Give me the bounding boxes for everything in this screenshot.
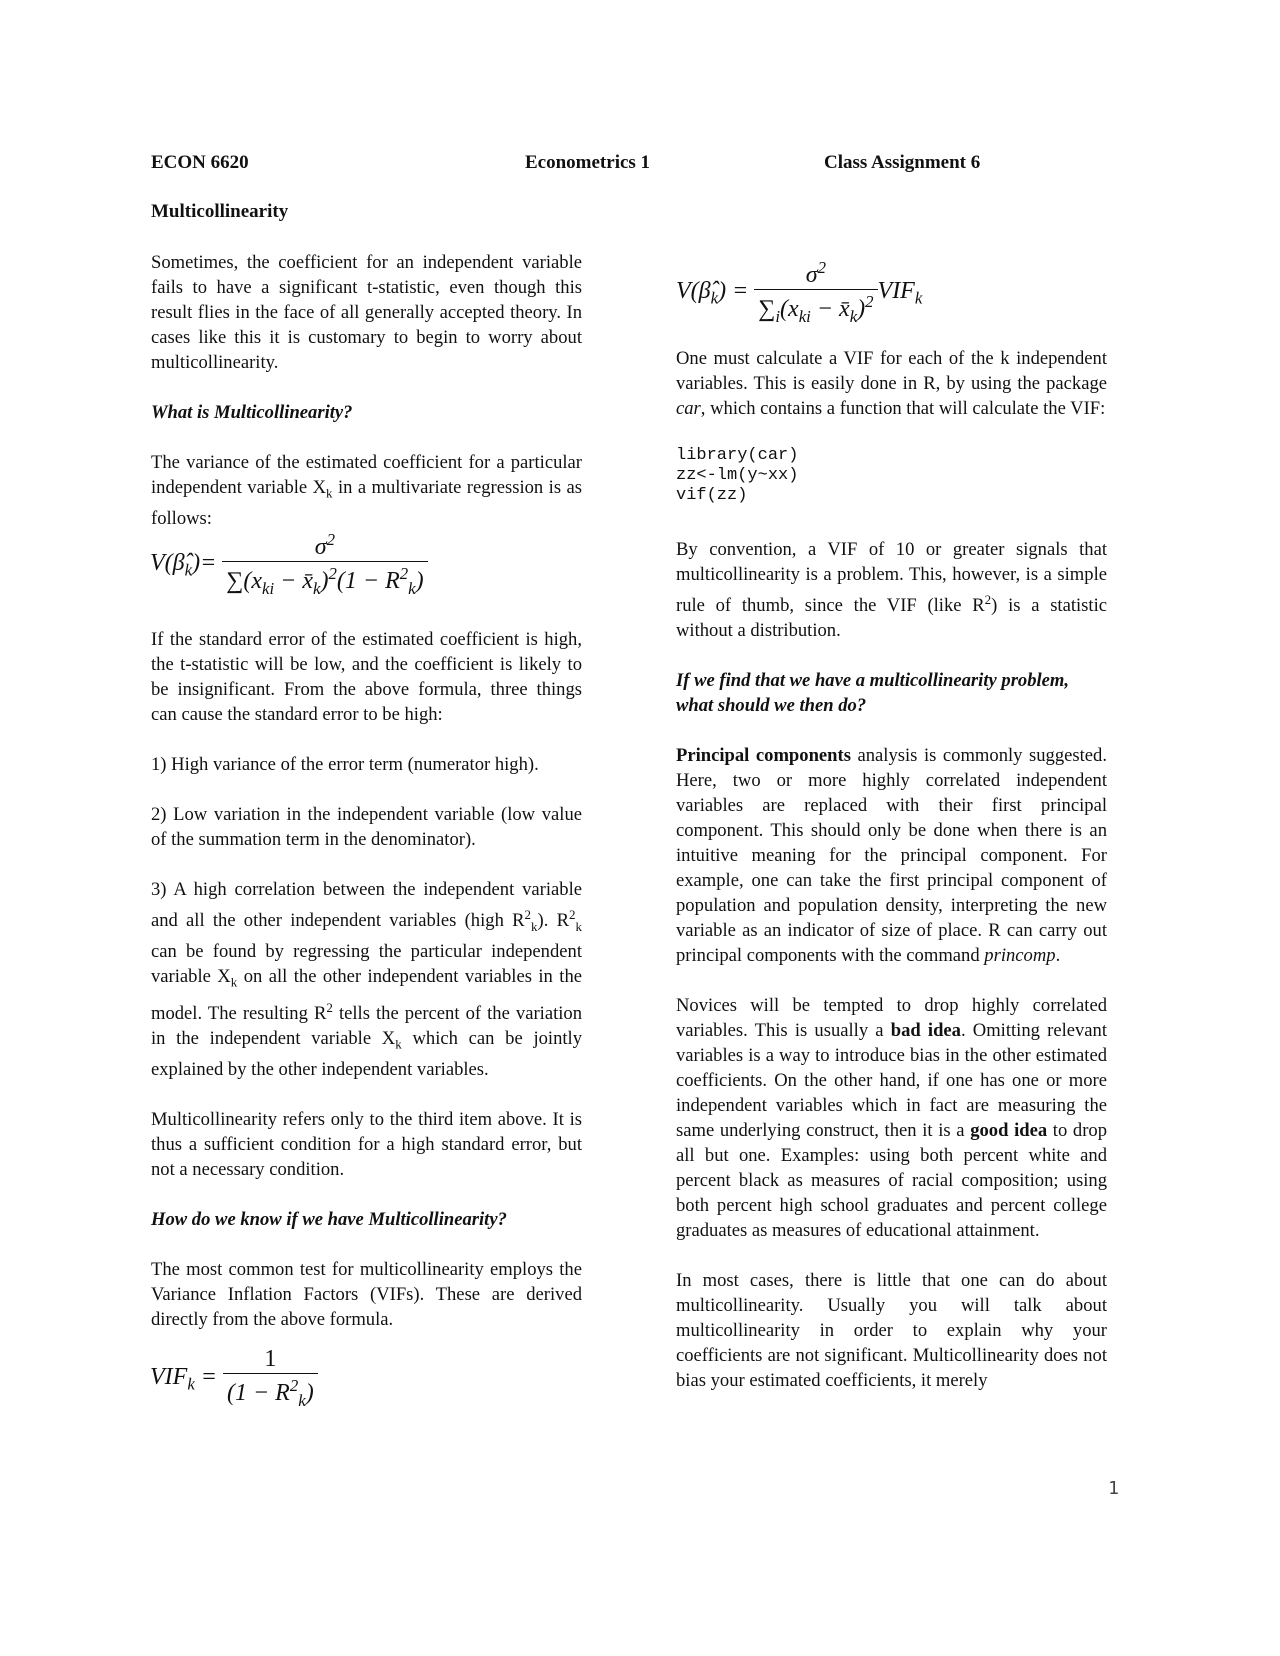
right-column xyxy=(676,346,1107,1393)
variance-vif-formula: $V(\betâ_k)$ = $\frac{\sigma^2}{\sum_i(x_{ki} - x̄_k)^2}$ $VIF_k$ xyxy=(676,258,923,326)
formula-numerator: $\sigma^2$ xyxy=(314,530,336,560)
list-item-1: 1) High variance of the error term (numerator high). xyxy=(151,754,539,775)
third-item-paragraph: Multicollinearity refers only to the third item above. It is thus a sufficient condition for a high standard error, but not a necessary condition. xyxy=(151,1108,582,1180)
page-title: Multicollinearity xyxy=(151,201,289,222)
most-cases-paragraph: In most cases, there is little that one can do about multicollinearity. Usually you will talk about multicollinearity in order to explain why your coefficients are not significant. Multicollinearity does not bias your estimated coefficients, it merely xyxy=(676,1270,1107,1392)
course-code: ECON 6620 xyxy=(151,152,249,173)
heading-how-do-we-know: How do we know if we have Multicollinearity? xyxy=(151,1208,507,1230)
course-subject: Econometrics 1 xyxy=(525,152,651,173)
code-line-2: zz<-lm(y~xx) xyxy=(676,466,799,485)
heading-what-is: What is Multicollinearity? xyxy=(151,402,353,423)
left-column-2 xyxy=(151,627,582,1332)
formula-denominator: $\sum(x_{ki}$ − $x̄_k)^2(1 - R^2_k)$ xyxy=(222,561,427,599)
variance-formula: $V(\betâ_k)=$ $\frac{\sigma^2}{\sum(x_{ki} - x̄_k)^2(1 - R^2_k)}$ xyxy=(150,530,428,599)
code-line-3: vif(zz) xyxy=(676,486,748,505)
list-item-2: 2) Low variation in the independent variable (low value of the summation term in the denominator). xyxy=(151,804,582,850)
convention-paragraph: By convention, a VIF of 10 or greater signals that multicollinearity is a problem. This, however, is a simple rule of thumb, since the VIF (like $R^2$) is a statistic without a distribution. xyxy=(676,539,1107,642)
assignment-title: Class Assignment 6 xyxy=(824,152,981,173)
list-item-3: 3) A high correlation between the independent variable and all the other independent variables (high $R^2_k$). $R^2_k$ can be found by regressing the particular independent variable $X_k$ on all the other independent variables in the model. The resulting $R^2$ tells the percent of the variation in the independent variable $X_k$ which can be jointly explained by the other independent variables. xyxy=(151,879,583,1080)
code-line-1: library(car) xyxy=(676,446,799,465)
heading-what-should-we-do: If we find that we have a multicollinearity problem, what should we then do? xyxy=(676,670,1070,717)
standard-error-paragraph: If the standard error of the estimated coefficient is high, the t-statistic will be low, and the coefficient is likely to be insignificant. From the above formula, three things can cause the standard error to be high: xyxy=(151,629,582,725)
variance-paragraph: The variance of the estimated coefficient for a particular independent variable $X_k$ in a multivariate regression is as follows: xyxy=(151,452,582,529)
page-number: 1 xyxy=(1108,1478,1119,1499)
novices-paragraph: Novices will be tempted to drop highly correlated variables. This is usually a bad idea. Omitting relevant variables is a way to introduce bias in the other estimated coefficients. On the other hand, if one has one or more independent variables which in fact are measuring the same underlying construct, then it is a good idea to drop all but one. Examples: using both percent white and percent black as measures of racial composition; using both percent high school graduates and percent college graduates as measures of educational attainment. xyxy=(676,995,1108,1242)
vif-formula: $VIF_k$ = $\frac{1}{(1 - R^2_k)}$ xyxy=(150,1346,318,1411)
principal-components-paragraph: Principal components analysis is commonly suggested. Here, two or more highly correlated independent variables are replaced with their first principal component. This should only be done when there is an intuitive meaning for the principal component. For example, one can take the first principal component of population and population density, interpreting the new variable as an indicator of size of place. R can carry out principal components with the command princomp. xyxy=(676,745,1107,967)
left-column xyxy=(151,250,582,531)
vif-intro-paragraph: The most common test for multicollinearity employs the Variance Inflation Factors (VIFs). These are derived directly from the above formula. xyxy=(151,1258,582,1330)
vif-calc-paragraph: One must calculate a VIF for each of the k independent variables. This is easily done in R, by using the package car, which contains a function that will calculate the VIF: xyxy=(676,348,1107,419)
intro-paragraph: Sometimes, the coefficient for an independent variable fails to have a significant t-statistic, even though this result flies in the face of all generally accepted theory. In cases like this it is customary to begin to worry about multicollinearity. xyxy=(151,252,582,373)
